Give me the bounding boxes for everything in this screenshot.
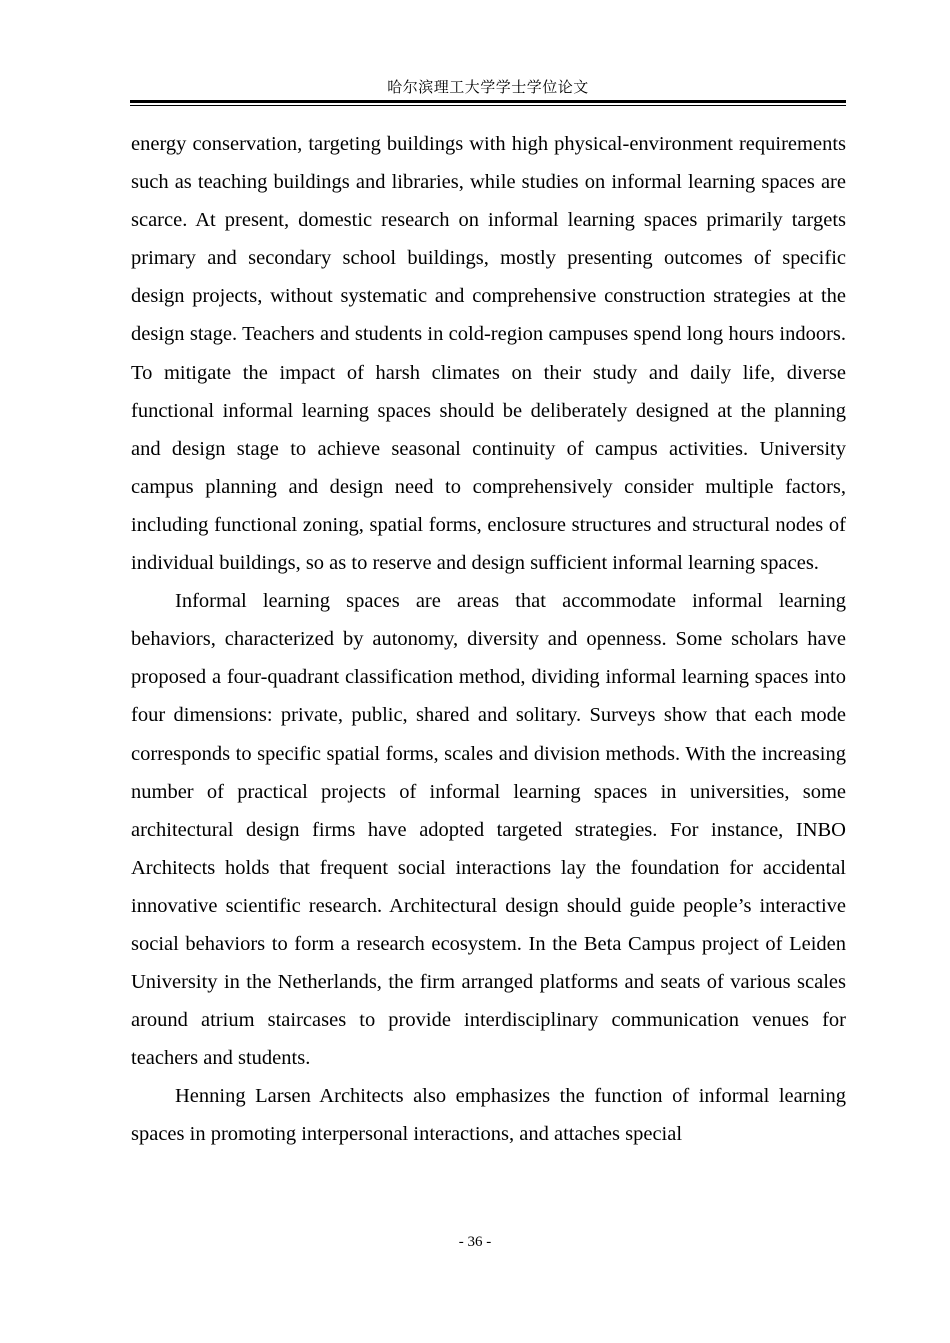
header-rule-thick [130, 100, 846, 103]
running-header: 哈尔滨理工大学学士学位论文 [387, 80, 589, 96]
paragraph-informal-learning-spaces: Informal learning spaces are areas that accommodate informal learning behaviors, characterized by autonomy, diversity and openness. Some scholars have proposed a four-quadrant classification method, dividing informal learning spaces into four dimensions: private, public, shared and solitary. Surveys show that each mode corresponds to specific spatial forms, scales and division methods. With the increasing number of practical projects of informal learning spaces in universities, some architectural design firms have adopted targeted strategies. For instance, INBO Architects holds that frequent social interactions lay the foundation for accidental innovative scientific research. Architectural design should guide people’s interactive social behaviors to form a research ecosystem. In the Beta Campus project of Leiden University in the Netherlands, the firm arranged platforms and seats of various scales around atrium staircases to provide interdisciplinary communication venues for teachers and students. [131, 590, 846, 1070]
body-text [131, 125, 846, 1154]
paragraph-continued: energy conservation, targeting buildings with high physical-environment requirements such as teaching buildings and libraries, while studies on informal learning spaces are scarce. At present, domestic research on informal learning spaces primarily targets primary and secondary school buildings, mostly presenting outcomes of specific design projects, without systematic and comprehensive construction strategies at the design stage. Teachers and students in cold-region campuses spend long hours indoors. To mitigate the impact of harsh climates on their study and daily life, diverse functional informal learning spaces should be deliberately designed at the planning and design stage to achieve seasonal continuity of campus activities. University campus planning and design need to comprehensively consider multiple factors, including functional zoning, spatial forms, enclosure structures and structural nodes of individual buildings, so as to reserve and design sufficient informal learning spaces. [131, 133, 846, 575]
header-rule-thin [130, 105, 846, 106]
page-number: - 36 - [458, 1234, 492, 1250]
paragraph-henning-larsen: Henning Larsen Architects also emphasizes the function of informal learning spaces in promoting interpersonal interactions, and attaches special [131, 1085, 846, 1146]
